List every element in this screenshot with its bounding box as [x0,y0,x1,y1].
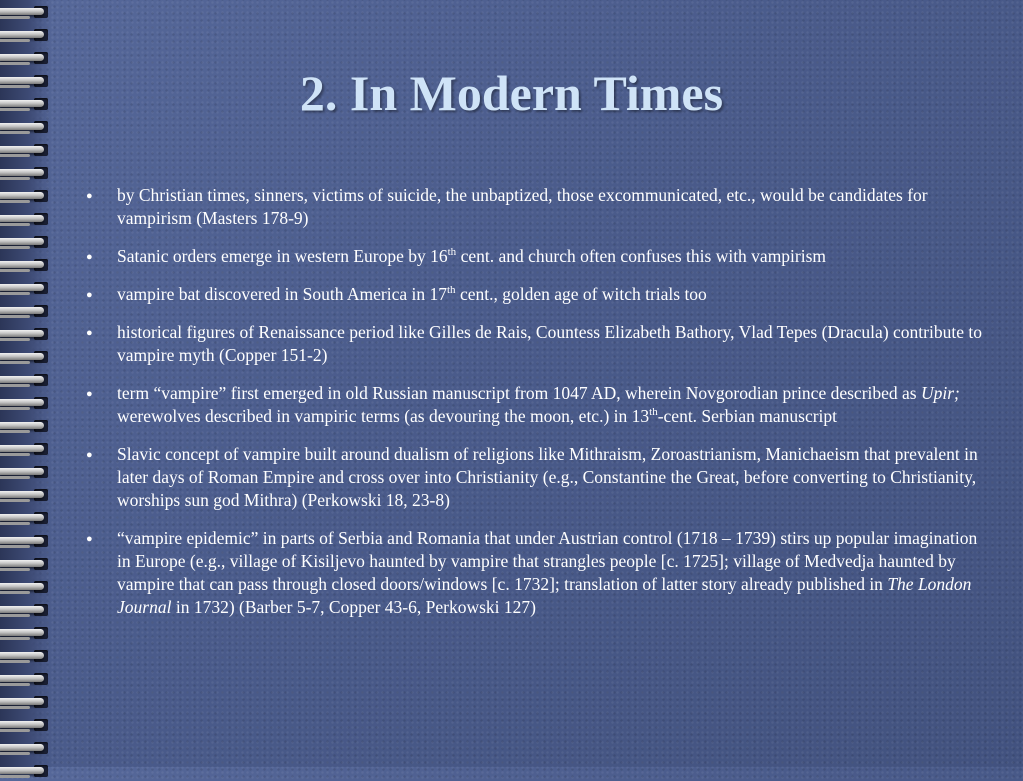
bullet-icon: ● [86,449,93,461]
bullet-text: term “vampire” first emerged in old Russian manuscript from 1047 AD, wherein Novgorodian prince described as Upir; werewolves described in vampiric terms (as devouring the moon, etc.) in 13th-cent. Serbian manuscript [117,383,960,426]
binding-ring [0,508,52,528]
bullet-item [84,527,984,619]
binding-ring [0,761,52,781]
bullet-list [84,184,984,634]
bullet-text: Slavic concept of vampire built around dualism of religions like Mithraism, Zoroastrianism, Manichaeism that prevalent in later days of Roman Empire and cross over into Christianity (e.g., Constantine the Great, before converting to Christianity, worships sun god Mithra) (Perkowski 18, 23-8) [117,444,978,510]
binding-ring [0,577,52,597]
bullet-icon: ● [86,251,93,263]
bullet-item [84,321,984,367]
binding-ring [0,531,52,551]
binding-ring [0,347,52,367]
binding-ring [0,232,52,252]
bullet-text: vampire bat discovered in South America in 17th cent., golden age of witch trials too [117,284,707,304]
binding-ring [0,324,52,344]
bullet-item [84,184,984,230]
bullet-icon: ● [86,388,93,400]
binding-ring [0,439,52,459]
binding-ring [0,669,52,689]
binding-ring [0,393,52,413]
bullet-icon: ● [86,327,93,339]
binding-ring [0,209,52,229]
binding-ring [0,370,52,390]
ordinal-suffix: th [649,406,658,419]
binding-ring [0,25,52,45]
bullet-text: Satanic orders emerge in western Europe by 16th cent. and church often confuses this with vampirism [117,246,827,266]
bullet-text: “vampire epidemic” in parts of Serbia and Romania that under Austrian control (1718 – 1739) stirs up popular imagination in Europe (e.g., village of Kisiljevo haunted by vampire that strangles people [c. 1725]; village of Medvedja haunted by vampire that can pass through closed doors/windows [c. 1732]; translation of latter story already published in The London Journal in 1732) (Barber 5-7, Copper 43-6, Perkowski 127) [117,528,978,617]
binding-ring [0,163,52,183]
ordinal-suffix: th [447,284,456,297]
binding-ring [0,2,52,22]
binding-ring [0,646,52,666]
binding-ring [0,715,52,735]
binding-ring [0,416,52,436]
bullet-item [84,283,984,306]
binding-ring [0,554,52,574]
italic-title: The London Journal [117,574,972,617]
slide-title: 2. In Modern Times [299,65,724,121]
bullet-text: historical figures of Renaissance period like Gilles de Rais, Countess Elizabeth Bathory, Vlad Tepes (Dracula) contribute to vampire myth (Copper 151-2) [117,322,982,365]
bullet-item [84,245,984,268]
bullet-icon: ● [86,289,93,301]
ordinal-suffix: th [447,246,457,259]
binding-ring [0,140,52,160]
binding-ring [0,186,52,206]
italic-term: Upir; [920,383,960,403]
binding-ring [0,301,52,321]
binding-ring [0,278,52,298]
binding-ring [0,692,52,712]
bullet-icon: ● [86,533,93,545]
binding-ring [0,623,52,643]
bullet-item [84,443,984,512]
bullet-icon: ● [86,190,93,202]
binding-ring [0,255,52,275]
binding-ring [0,462,52,482]
binding-ring [0,738,52,758]
binding-ring [0,485,52,505]
bullet-text: by Christian times, sinners, victims of suicide, the unbaptized, those excommunicated, etc., would be candidates for vampirism (Masters 178-9) [117,185,928,228]
binding-ring [0,600,52,620]
bullet-item [84,382,984,428]
